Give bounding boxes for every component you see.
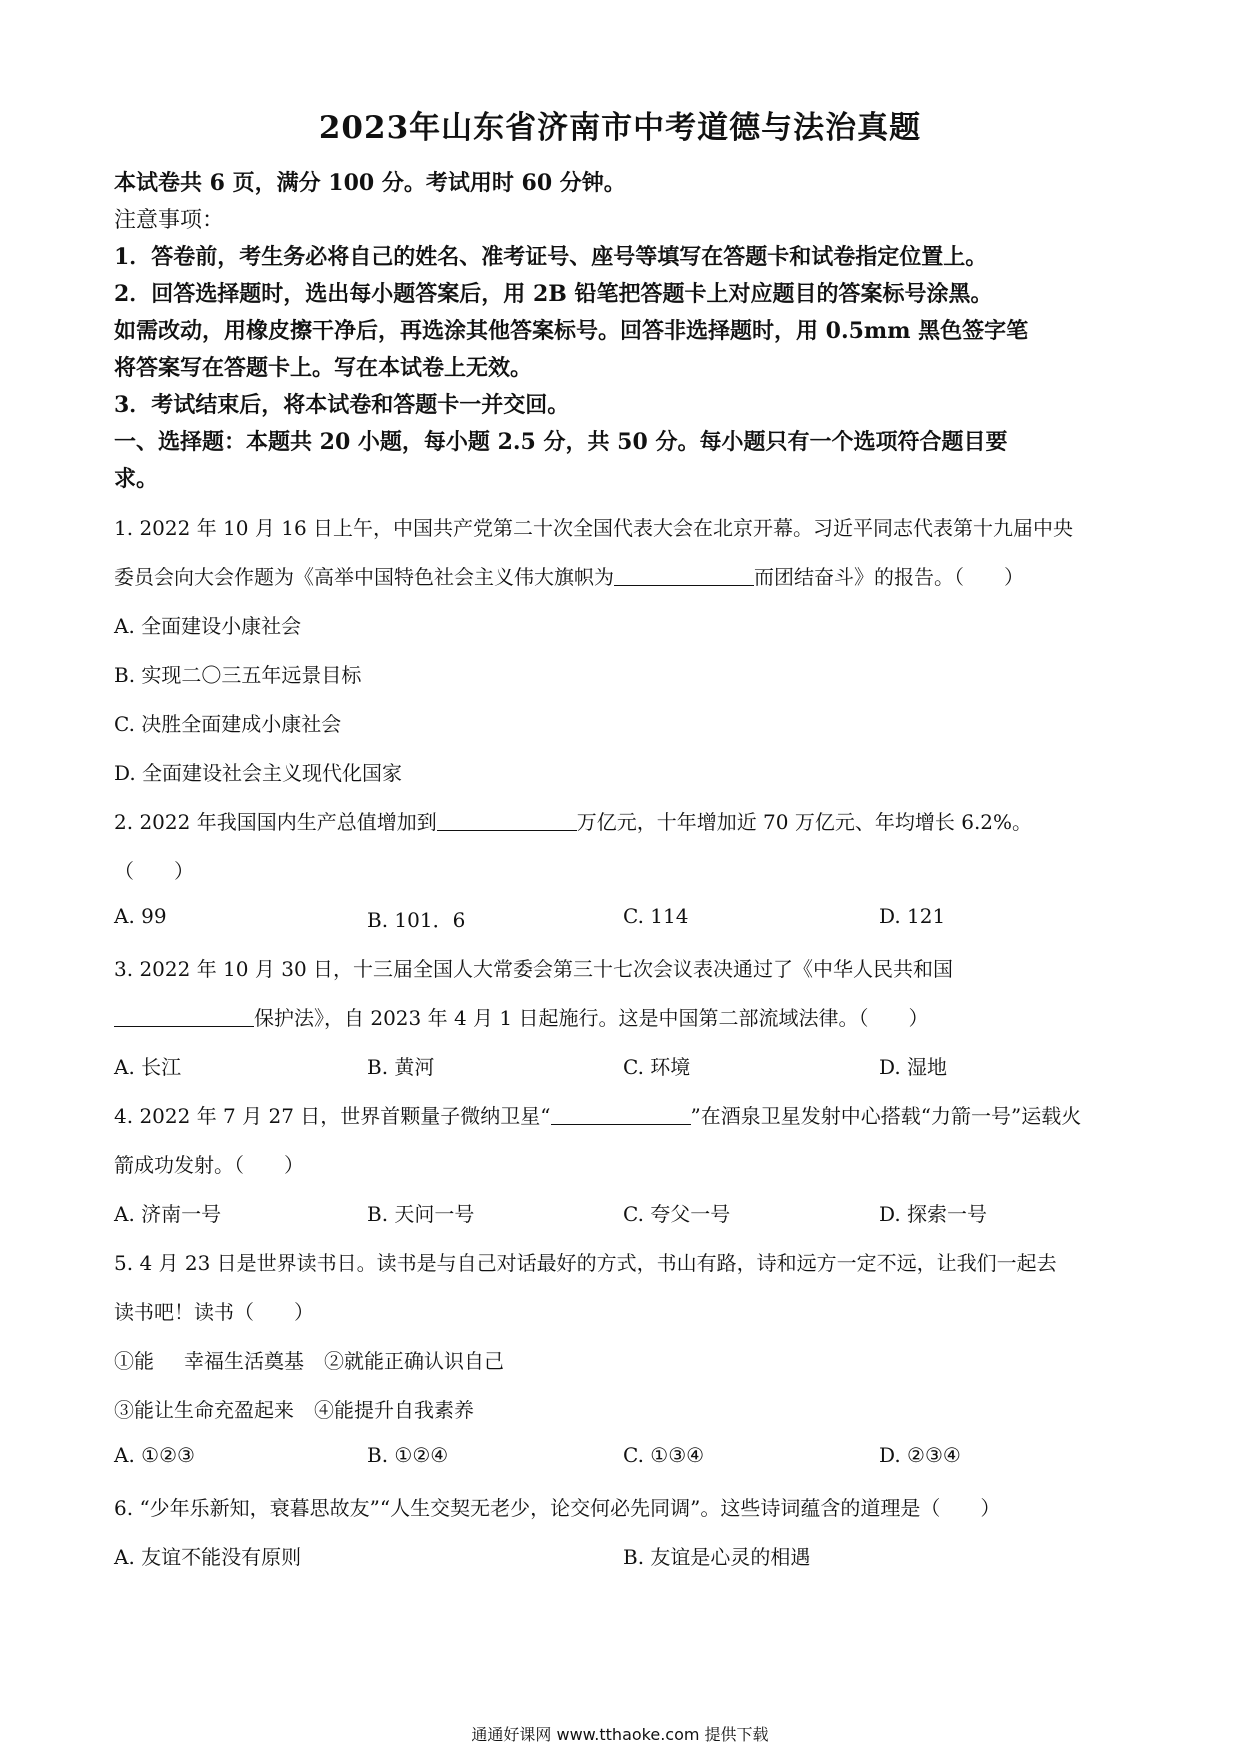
q2-option-d: D. 121 [879,904,946,928]
q2-stem-part-a: 2. 2022 年我国国内生产总值增加到 [114,810,437,834]
note-2-line-2: 如需改动，用橡皮擦干净后，再选涂其他答案标号。回答非选择题时，用 0.5mm 黑色签字笔 [114,318,1029,344]
note-2-line-3: 将答案写在答题卡上。写在本试卷上无效。 [114,355,533,381]
notes-heading: 注意事项： [114,208,225,233]
q3-blank [114,1006,254,1027]
page-footer: 通通好课网 www.tthaoke.com 提供下载 [471,1725,769,1744]
q5-statement-1-b: 幸福生活奠基 [184,1349,304,1373]
q5-statement-3: ③能让生命充盈起来 [114,1398,294,1422]
section-heading-line-2: 求。 [114,466,159,492]
q6-option-a: A. 友谊不能没有原则 [114,1545,302,1569]
q1-option-d: D. 全面建设社会主义现代化国家 [114,761,403,785]
q4-option-b: B. 天问一号 [367,1202,475,1226]
q4-option-c: C. 夸父一号 [623,1202,731,1226]
q4-option-a: A. 济南一号 [114,1202,222,1226]
q3-option-d: D. 湿地 [879,1055,948,1079]
q1-stem-line-1: 1. 2022 年 10 月 16 日上午，中国共产党第二十次全国代表大会在北京开幕。习近平同志代表第十九届中央 [114,516,1074,540]
q2-option-a: A. 99 [114,904,167,928]
q5-statement-1-a: ①能 [114,1349,154,1373]
q2-stem-line-1 [114,806,1032,835]
q1-stem-part-b: 而团结奋斗》的报告。（ ） [754,565,1024,589]
q6-stem-line-1: 6. “少年乐新知，衰暮思故友”“人生交契无老少，论交何必先同调”。这些诗词蕴含的道理是（ ） [114,1496,1001,1520]
note-3: 3．考试结束后，将本试卷和答题卡一并交回。 [114,392,570,418]
q4-stem-part-a: 4. 2022 年 7 月 27 日，世界首颗量子微纳卫星“ [114,1104,551,1128]
q5-option-b: B. ①②④ [367,1443,449,1467]
q2-option-c: C. 114 [623,904,689,928]
q3-option-c: C. 环境 [623,1055,691,1079]
q2-stem-part-b: 万亿元，十年增加近 70 万亿元、年均增长 6.2%。 [576,810,1033,834]
q5-statements-line-1 [114,1345,504,1374]
q1-blank [614,565,754,586]
q6-option-b: B. 友谊是心灵的相遇 [623,1545,811,1569]
q5-statement-2: ②就能正确认识自己 [324,1349,504,1373]
note-1: 1．答卷前，考生务必将自己的姓名、准考证号、座号等填写在答题卡和试卷指定位置上。 [114,244,988,270]
q3-stem-part-b: 保护法》，自 2023 年 4 月 1 日起施行。这是中国第二部流域法律。（ ） [254,1006,929,1030]
page-title: 2023年山东省济南市中考道德与法治真题 [318,110,922,146]
q5-option-c: C. ①③④ [623,1443,705,1467]
section-heading-line-1: 一、选择题：本题共 20 小题，每小题 2.5 分，共 50 分。每小题只有一个选项符合题目要 [114,429,1008,455]
q5-stem-line-1: 5. 4 月 23 日是世界读书日。读书是与自己对话最好的方式，书山有路，诗和远方一定不远，让我们一起去 [114,1251,1057,1275]
q3-option-a: A. 长江 [114,1055,182,1079]
q1-stem-part-a: 委员会向大会作题为《高举中国特色社会主义伟大旗帜为 [114,565,614,589]
q3-stem-line-1: 3. 2022 年 10 月 30 日，十三届全国人大常委会第三十七次会议表决通过了《中华人民共和国 [114,957,954,981]
q2-blank [437,810,577,831]
q5-statements-line-2 [114,1394,474,1423]
q1-option-c: C. 决胜全面建成小康社会 [114,712,342,736]
q4-stem-line-1 [114,1100,1081,1129]
q5-option-d: D. ②③④ [879,1443,961,1467]
q4-stem-line-2: 箭成功发射。（ ） [114,1153,304,1177]
q1-stem-line-2 [114,561,1024,590]
q5-option-a: A. ①②③ [114,1443,195,1467]
q1-option-b: B. 实现二〇三五年远景目标 [114,663,362,687]
q4-option-d: D. 探索一号 [879,1202,988,1226]
q2-option-b: B. 101．6 [367,908,466,932]
q4-blank [551,1104,691,1125]
q2-stem-line-2: （ ） [114,859,194,883]
exam-summary: 本试卷共 6 页，满分 100 分。考试用时 60 分钟。 [114,170,626,196]
q3-stem-line-2 [114,1002,929,1031]
q5-stem-line-2: 读书吧！读书（ ） [114,1300,314,1324]
q4-stem-part-b: ”在酒泉卫星发射中心搭载“力箭一号”运载火 [690,1104,1082,1128]
note-2-line-1: 2．回答选择题时，选出每小题答案后，用 2B 铅笔把答题卡上对应题目的答案标号涂黑。 [114,281,993,307]
q1-option-a: A. 全面建设小康社会 [114,614,302,638]
q3-option-b: B. 黄河 [367,1055,435,1079]
q5-statement-4: ④能提升自我素养 [314,1398,474,1422]
